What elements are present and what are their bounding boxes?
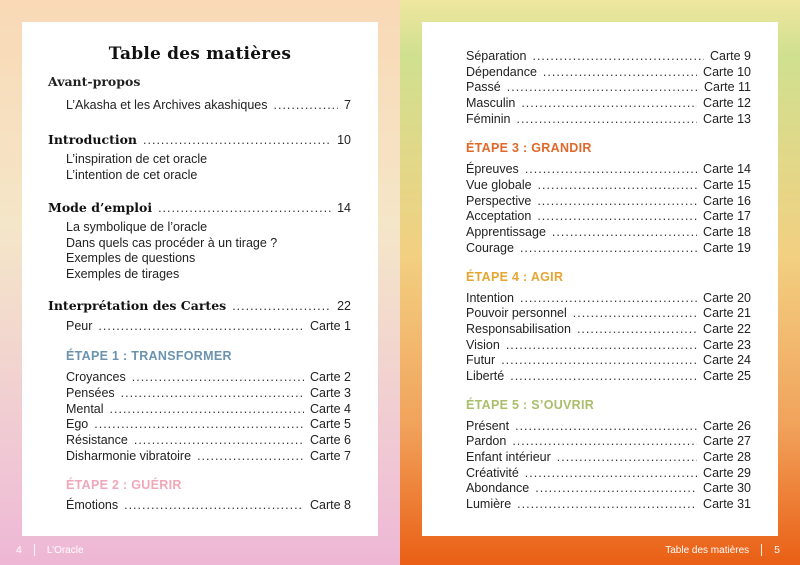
toc-entry-card: Carte 13 [703,112,751,126]
toc-entry[interactable] [466,111,751,127]
toc-entry-card: Carte 15 [703,178,751,192]
dot-leader [121,385,304,401]
toc-entry-label: L’Akasha et les Archives akashiques [66,98,268,112]
toc-title: Table des matières [108,44,292,64]
toc-entry[interactable] [466,433,751,449]
toc-entry-label: Perspective [466,194,532,208]
toc-entry-card: Carte 5 [310,417,351,431]
stage3-title: ÉTAPE 3 : GRANDIR [466,141,592,155]
stage5-title: ÉTAPE 5 : S’OUVRIR [466,398,595,412]
toc-entry-label: Peur [66,319,93,333]
toc-entry-page: 14 [337,201,351,215]
toc-entry-card: Carte 12 [703,96,751,110]
dot-leader [552,224,697,240]
toc-entry-label: Créativité [466,466,519,480]
toc-entry-page: 7 [344,98,351,112]
dot-leader [510,368,697,384]
toc-entry[interactable] [466,240,751,256]
toc-entry-card: Carte 22 [703,322,751,336]
toc-entry-card: Carte 21 [703,306,751,320]
toc-entry-label: Pardon [466,434,507,448]
toc-entry[interactable] [466,64,751,80]
mode-emploi-heading: Mode d’emploi [48,200,153,215]
dot-leader [515,418,697,434]
toc-entry-card: Carte 1 [310,319,351,333]
dot-leader [537,193,697,209]
toc-entry-label: Masculin [466,96,516,110]
dot-leader [525,465,697,481]
toc-subitem[interactable]: L’inspiration de cet oracle [66,152,208,166]
toc-entry[interactable] [66,97,351,113]
toc-entry[interactable] [466,95,751,111]
toc-subitem[interactable]: Exemples de tirages [66,267,180,281]
toc-entry[interactable] [466,161,751,177]
toc-entry[interactable] [466,496,751,512]
right-page-number: 5 [774,544,780,556]
toc-entry-label: Enfant intérieur [466,450,551,464]
toc-entry-card: Carte 19 [703,241,751,255]
dot-leader [132,369,304,385]
dot-leader [158,200,331,216]
toc-section-interpretation[interactable] [48,298,351,314]
dot-leader [543,64,697,80]
introduction-heading: Introduction [48,132,138,147]
dot-leader [573,305,697,321]
toc-entry-label: Apprentissage [466,225,546,239]
toc-entry-card: Carte 9 [710,49,751,63]
toc-entry-card: Carte 29 [703,466,751,480]
dot-leader [537,208,697,224]
toc-entry-card: Carte 17 [703,209,751,223]
toc-entry-card: Carte 27 [703,434,751,448]
toc-entry[interactable] [66,369,351,385]
avant-propos-heading: Avant-propos [48,74,141,89]
dot-leader [557,449,697,465]
toc-entry[interactable] [466,305,751,321]
dot-leader [506,337,697,353]
toc-entry[interactable] [66,448,351,464]
toc-subitem[interactable]: L’intention de cet oracle [66,168,198,182]
toc-entry-label: Épreuves [466,162,519,176]
dot-leader [577,321,697,337]
toc-entry-card: Carte 2 [310,370,351,384]
dot-leader [232,298,331,314]
toc-section-introduction[interactable] [48,132,351,148]
toc-entry[interactable] [466,418,751,434]
dot-leader [274,97,339,113]
toc-entry-label: Mental [66,402,104,416]
dot-leader [532,48,704,64]
dot-leader [143,132,331,148]
footer-divider [761,544,762,556]
toc-entry-card: Carte 10 [703,65,751,79]
toc-entry-card: Carte 14 [703,162,751,176]
dot-leader [197,448,304,464]
dot-leader [517,496,697,512]
toc-entry-card: Carte 16 [703,194,751,208]
dot-leader [525,161,697,177]
dot-leader [538,177,697,193]
toc-entry[interactable] [466,465,751,481]
toc-entry-card: Carte 20 [703,291,751,305]
toc-subitem[interactable]: La symbolique de l’oracle [66,220,208,234]
toc-entry[interactable] [66,416,351,432]
toc-entry[interactable] [66,385,351,401]
footer-divider [34,544,35,556]
toc-entry-label: Séparation [466,49,527,63]
toc-subitem[interactable]: Exemples de questions [66,251,196,265]
toc-entry-card: Carte 24 [703,353,751,367]
toc-entry[interactable] [66,318,351,334]
toc-entry[interactable] [466,193,751,209]
toc-entry-label: Lumière [466,497,512,511]
toc-entry-label: Responsabilisation [466,322,571,336]
toc-entry[interactable] [466,79,751,95]
dot-leader [501,352,697,368]
toc-entry-label: Vue globale [466,178,532,192]
dot-leader [535,480,697,496]
toc-entry-label: Résistance [66,433,128,447]
left-footer-label: L’Oracle [46,544,84,556]
toc-entry-card: Carte 23 [703,338,751,352]
toc-entry-label: Ego [66,417,89,431]
toc-entry-label: Croyances [66,370,126,384]
toc-entry[interactable] [466,449,751,465]
toc-entry-label: Vision [466,338,500,352]
toc-entry-label: Liberté [466,369,505,383]
toc-entry-label: Acceptation [466,209,532,223]
toc-entry-card: Carte 26 [703,419,751,433]
toc-entry-label: Émotions [66,498,119,512]
toc-entry[interactable] [466,208,751,224]
toc-entry[interactable] [466,321,751,337]
dot-leader [110,401,304,417]
dot-leader [507,79,698,95]
toc-entry-card: Carte 6 [310,433,351,447]
toc-entry-label: Intention [466,291,514,305]
right-footer-label: Table des matières [665,544,750,556]
toc-entry-card: Carte 3 [310,386,351,400]
stage4-title: ÉTAPE 4 : AGIR [466,270,564,284]
stage2-title: ÉTAPE 2 : GUÉRIR [66,478,182,492]
toc-entry-label: Féminin [466,112,511,126]
interpretation-heading: Interprétation des Cartes [48,298,227,313]
toc-entry-label: Futur [466,353,496,367]
toc-entry[interactable] [466,290,751,306]
dot-leader [521,95,697,111]
toc-entry-card: Carte 28 [703,450,751,464]
toc-entry-page: 22 [337,299,351,313]
toc-entry[interactable] [466,177,751,193]
left-footer [16,538,84,562]
stage1-title: ÉTAPE 1 : TRANSFORMER [66,349,232,363]
left-page-number: 4 [16,544,22,556]
toc-entry-card: Carte 4 [310,402,351,416]
toc-entry-card: Carte 31 [703,497,751,511]
toc-entry-label: Passé [466,80,501,94]
toc-entry[interactable] [466,368,751,384]
toc-entry-card: Carte 7 [310,449,351,463]
left-page [22,22,378,536]
toc-entry-label: Dépendance [466,65,537,79]
dot-leader [520,290,697,306]
toc-entry[interactable] [466,48,751,64]
dot-leader [94,416,304,432]
toc-entry-label: Pouvoir personnel [466,306,567,320]
toc-entry-label: Courage [466,241,514,255]
toc-entry-label: Pensées [66,386,115,400]
toc-entry-label: Disharmonie vibratoire [66,449,192,463]
toc-entry-card: Carte 30 [703,481,751,495]
toc-entry[interactable] [66,432,351,448]
toc-entry[interactable] [66,497,351,513]
toc-subitem[interactable]: Dans quels cas procéder à un tirage ? [66,236,278,250]
toc-entry-card: Carte 11 [703,80,751,94]
toc-section-mode-emploi[interactable] [48,200,351,216]
toc-entry[interactable] [66,401,351,417]
toc-entry[interactable] [466,352,751,368]
right-page [422,22,778,536]
toc-entry[interactable] [466,337,751,353]
dot-leader [98,318,304,334]
dot-leader [124,497,304,513]
toc-entry[interactable] [466,480,751,496]
dot-leader [134,432,304,448]
toc-entry-card: Carte 25 [703,369,751,383]
dot-leader [520,240,697,256]
toc-entry-card: Carte 8 [310,498,351,512]
toc-entry-card: Carte 18 [703,225,751,239]
right-footer [665,538,780,562]
toc-entry[interactable] [466,224,751,240]
toc-entry-label: Abondance [466,481,530,495]
dot-leader [516,111,697,127]
toc-entry-label: Présent [466,419,510,433]
toc-entry-page: 10 [337,133,351,147]
dot-leader [512,433,697,449]
